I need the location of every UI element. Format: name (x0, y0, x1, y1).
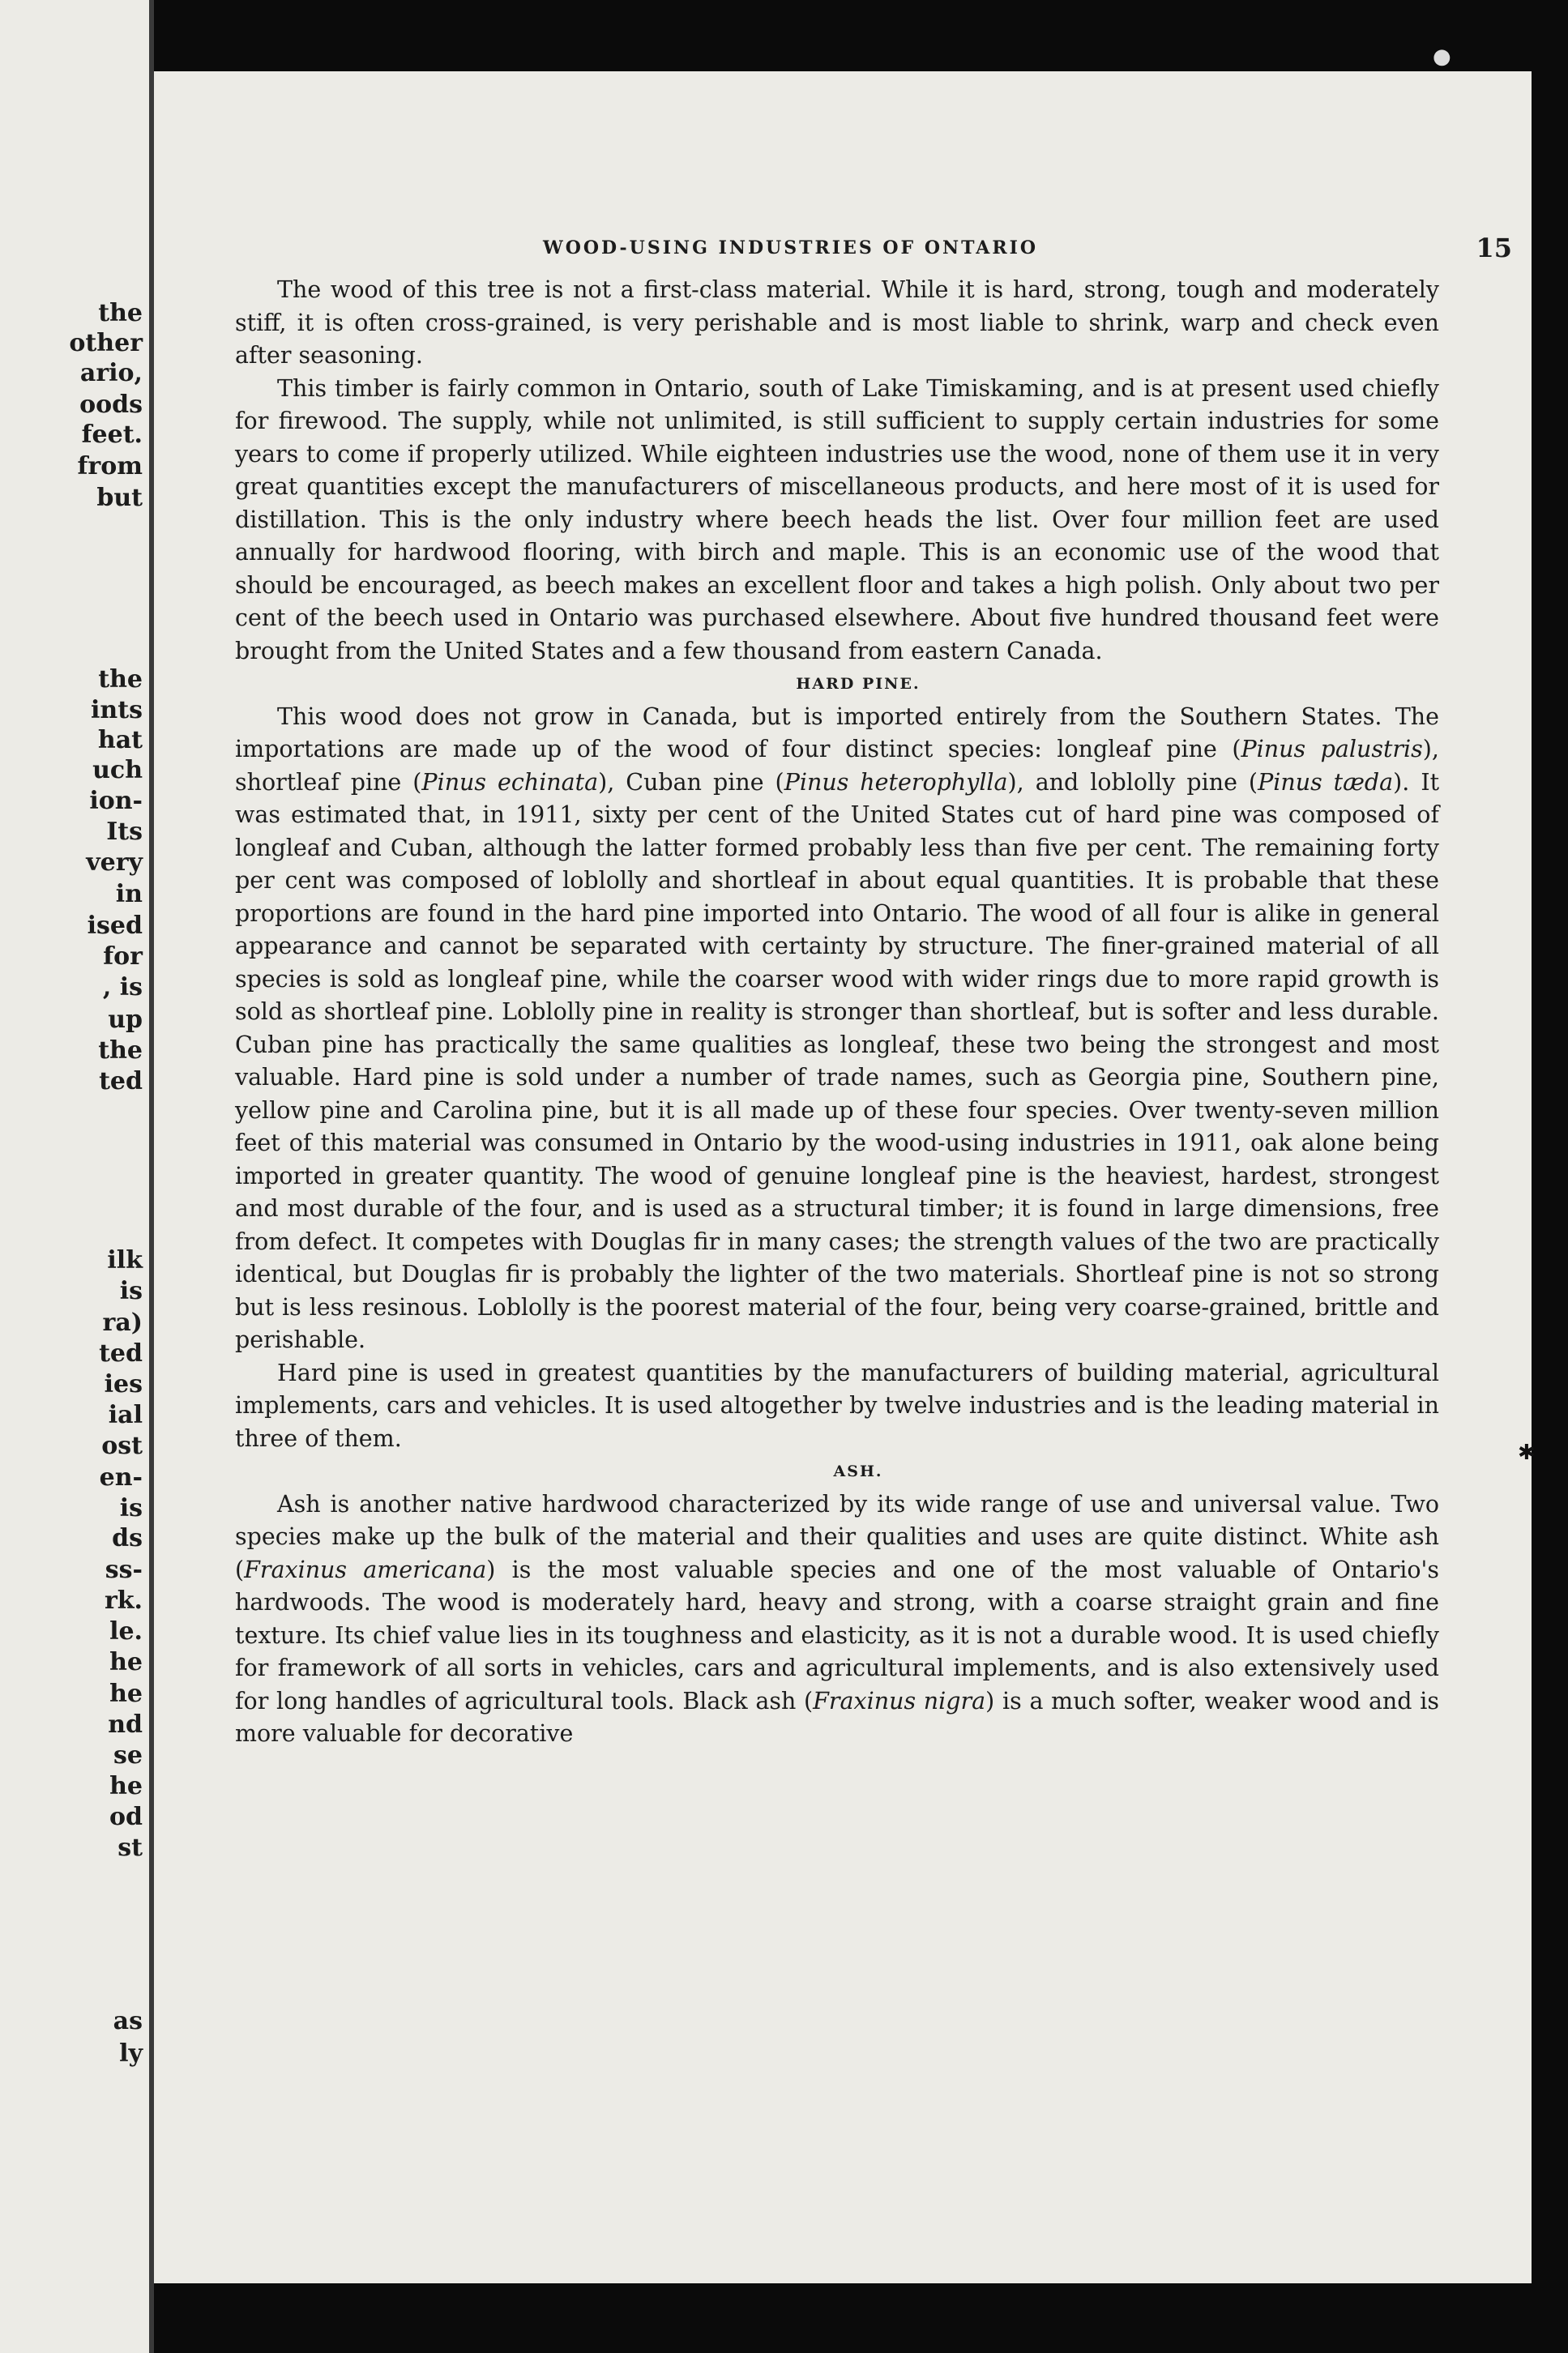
margin-fragment: rk. (104, 1586, 143, 1615)
margin-fragment: he (109, 1648, 143, 1676)
text-run: ) is the most valuable species and one of the most valuable of Ontario's hardwoods. The wood is moderately hard, heavy and strong, with a coarse straight grain and fine texture. Its chief value lies in its toughness and elasticity, as it is not a durable wood. It is used chiefly for framework of all sorts in vehicles, cars and agricultural implements, and is also extensively used for long handles of agricultural tools. Black ash ( (235, 1556, 1439, 1715)
margin-fragment: hat (97, 726, 143, 754)
margin-fragment: from (77, 452, 143, 480)
section-heading-ash: ASH. (833, 1463, 883, 1480)
body-text (235, 274, 1439, 1751)
margin-fragment: se (113, 1741, 143, 1770)
margin-fragment: feet. (81, 421, 143, 449)
margin-fragment: ted (99, 1067, 143, 1095)
margin-fragment: but (96, 484, 143, 512)
margin-fragment: as (113, 2007, 143, 2035)
margin-fragment: in (115, 880, 143, 908)
beech-paragraph-2: This timber is fairly common in Ontario, south of Lake Timiskaming, and is at present used chiefly for firewood. The supply, while not unlimited, is still sufficient to supply certain industries for some years to come if properly utilized. While eighteen industries use the wood, none of them use it in very great quantities except the manufacturers of miscellaneous products, and here most of it is used for distillation. This is the only industry where beech heads the list. Over four million feet are used annually for hardwood flooring, with birch and maple. This is an economic use of the wood that should be encouraged, as beech makes an excellent floor and takes a high polish. Only about two per cent of the beech used in Ontario was purchased elsewhere. About five hundred thousand feet were brought from the United States and a few thousand from eastern Canada. (235, 374, 1439, 664)
margin-fragment: very (86, 848, 143, 877)
margin-fragment: ly (119, 2039, 143, 2068)
text-run: ). It was estimated that, in 1911, sixty per cent of the United States cut of hard pine was composed of longleaf and Cuban, although the latter formed probably less than five per cent. The remaining forty per cent was composed of loblolly and shortleaf in about equal quantities. It is probable that these proportions are found in the hard pine imported into Ontario. The wood of all four is alike in general appearance and cannot be separated with certainty by structure. The finer-grained material of all species is sold as longleaf pine, while the coarser wood with wider rings due to more rapid growth is sold as shortleaf pine. Loblolly pine in reality is stronger than shortleaf, but is softer and less durable. Cuban pine has practically the same qualities as longleaf, these two being the strongest and most valuable. Hard pine is sold under a number of trade names, such as Georgia pine, Southern pine, yellow pine and Carolina pine, but it is all made up of these four species. Over twenty-seven million feet of this material was consumed in Ontario by the wood-using industries in 1911, oak alone being imported in greater quantity. The wood of genuine longleaf pine is the heaviest, hardest, strongest and most durable of the four, and is used as a structural timber; it is found in large dimensions, free from defect. It competes with Douglas fir in many cases; the strength values of the two are practically identical, but Douglas fir is probably the lighter of the two materials. Shortleaf pine is not so strong but is less resinous. Loblolly is the poorest material of the four, being very coarse-grained, brittle and perishable. (235, 768, 1440, 1353)
margin-fragment: oods (79, 391, 143, 419)
scan-dot-icon: ● (1433, 45, 1451, 69)
adjacent-page-strip (0, 0, 154, 2353)
margin-fragment: up (108, 1006, 143, 1034)
latin-name: Fraxinus nigra (813, 1687, 986, 1715)
margin-fragment: for (103, 942, 143, 971)
margin-fragment: ies (104, 1370, 143, 1399)
margin-fragment: ion- (89, 787, 143, 815)
hard-pine-paragraph-2: Hard pine is used in greatest quantities by the manufacturers of building material, agricultural implements, cars and vehicles. It is used altogether by twelve industries and is the leading material in three of them. (235, 1359, 1439, 1452)
margin-fragment: other (69, 329, 143, 357)
page-header (154, 233, 1532, 270)
margin-fragment: he (109, 1680, 143, 1708)
scan-speck-icon: ✱ (1518, 1441, 1536, 1465)
margin-fragment: Its (106, 818, 143, 846)
text-run: ), and loblolly pine ( (1007, 768, 1258, 796)
page-number: 15 (1476, 233, 1512, 263)
margin-fragment: is (119, 1277, 143, 1305)
margin-fragment: ss- (105, 1556, 143, 1584)
beech-paragraph-1: The wood of this tree is not a first-class material. While it is hard, strong, tough and moderately stiff, it is often cross-grained, is very perishable and is most liable to shrink, warp and check even after seasoning. (235, 276, 1439, 369)
text-run: This wood does not grow in Canada, but is imported entirely from the Southern States. The importations are made up of the wood of four distinct species: longleaf pine ( (235, 702, 1439, 762)
text-run: Ash is another native hardwood characterized by its wide range of use and universal value. Two species make up the bulk of the material and their qualities and uses are quite distinct. White ash ( (235, 1490, 1439, 1583)
margin-fragment: ario, (79, 359, 143, 387)
margin-fragment: ints (91, 696, 143, 724)
latin-name: Pinus heterophylla (784, 768, 1008, 796)
latin-name: Fraxinus americana (244, 1556, 487, 1583)
running-head: WOOD-USING INDUSTRIES OF ONTARIO (543, 237, 1039, 258)
margin-fragment: uch (92, 756, 143, 784)
margin-fragment: he (109, 1772, 143, 1800)
text-run: ) is a much softer, weaker wood and is more valuable for decorative (235, 1687, 1439, 1747)
margin-fragment: the (98, 1036, 143, 1065)
margin-fragment: the (98, 665, 143, 694)
latin-name: Pinus tæda (1258, 768, 1394, 796)
margin-fragment: od (109, 1803, 143, 1831)
margin-fragment: ilk (107, 1246, 143, 1275)
margin-fragment: ra) (102, 1309, 143, 1337)
latin-name: Pinus palustris (1241, 736, 1423, 762)
margin-fragment: ds (112, 1524, 143, 1552)
margin-fragment: en- (99, 1463, 143, 1492)
margin-fragment: nd (108, 1710, 143, 1739)
margin-fragment: ost (101, 1432, 143, 1460)
margin-fragment: the (98, 299, 143, 327)
margin-fragment: ial (108, 1401, 143, 1429)
hard-pine-paragraph-1 (235, 701, 1439, 1357)
margin-fragment: st (117, 1834, 143, 1862)
margin-fragment: ted (99, 1339, 143, 1368)
ash-paragraph-1 (235, 1488, 1439, 1751)
margin-fragment: ised (87, 912, 143, 940)
text-run: ), shortleaf pine ( (235, 736, 1439, 796)
margin-fragment: , is (102, 973, 143, 1001)
latin-name: Pinus echinata (421, 768, 599, 796)
document-page (154, 71, 1536, 2283)
margin-fragment: le. (109, 1617, 143, 1646)
margin-fragment: is (119, 1494, 143, 1522)
section-heading-hard-pine: HARD PINE. (796, 675, 921, 693)
text-run: ), Cuban pine ( (598, 768, 784, 796)
